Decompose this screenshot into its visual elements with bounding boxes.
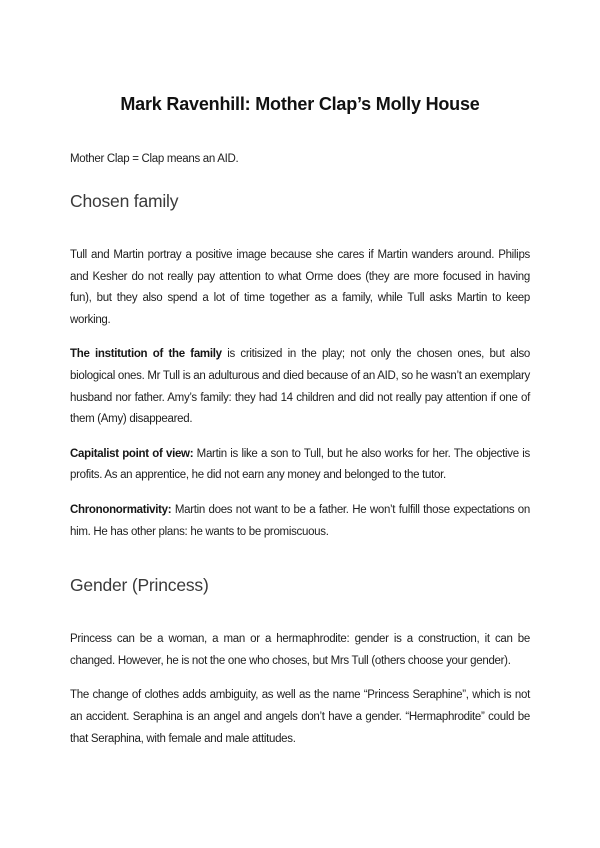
paragraph-text-run: Martin does not want to be a father. He won’t fulfill those expectations on him. He has other plans: he wants to be promiscuous. [70, 503, 530, 538]
intro-note: Mother Clap = Clap means an AID. [70, 153, 239, 165]
section-gender-princess [70, 574, 530, 750]
paragraph-text-run: The change of clothes adds ambiguity, as well as the name “Princess Seraphine”, which is not an accident. Seraphina is an angel and angels don’t have a gender. “Hermaphrodite” could be that Seraphina, with female and male attitudes. [70, 689, 530, 745]
paragraph [70, 444, 530, 487]
paragraph [70, 629, 530, 672]
paragraph-bold-run: The institution of the family [70, 348, 222, 361]
paragraph [70, 245, 530, 331]
paragraph-text-run: Tull and Martin portray a positive image because she cares if Martin wanders around. Philips and Kesher do not really pay attention to what Orme does (they are more focused in having fun), but they also spend a lot of time together as a family, while Tull asks Martin to keep working. [70, 249, 530, 326]
section-heading-chosen-family: Chosen family [70, 191, 179, 211]
page-title: Mark Ravenhill: Mother Clap’s Molly House [120, 94, 480, 114]
paragraph-text-run: Princess can be a woman, a man or a hermaphrodite: gender is a construction, it can be changed. However, he is not the one who choses, but Mrs Tull (others choose your gender). [70, 633, 530, 667]
paragraph-bold-run: Chrononormativity: [70, 503, 172, 516]
section-chosen-family [70, 190, 530, 543]
section-heading-gender-princess: Gender (Princess) [70, 575, 209, 596]
paragraph [70, 344, 530, 430]
paragraph [70, 500, 530, 543]
paragraph-text-run: is critisized in the play; not only the chosen ones, but also biological ones. Mr Tull is an adulturous and died because of an AID, so he wasn’t an exemplary husband nor father. Amy’s family: they had 14 children and did not really pay attention if one of them (Amy) disappeared. [70, 348, 530, 426]
paragraph [70, 685, 530, 750]
paragraph-bold-run: Capitalist point of view: [70, 447, 194, 460]
paragraph-text-run: Martin is like a son to Tull, but he also works for her. The objective is profits. As an apprentice, he did not earn any money and belonged to the tutor. [70, 447, 530, 482]
